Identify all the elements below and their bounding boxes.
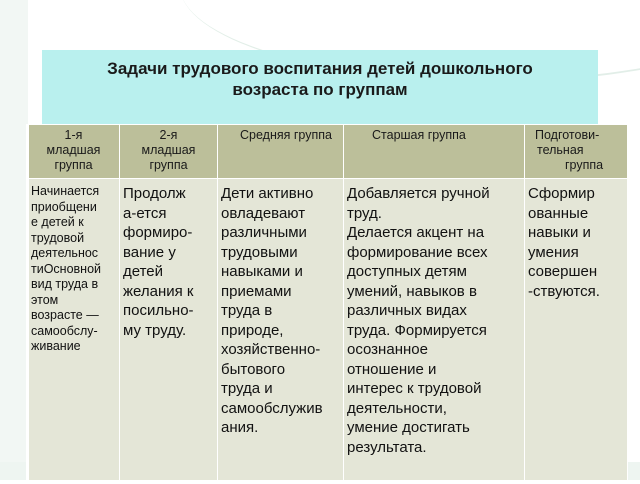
cell-line: -ствуются.: [528, 282, 600, 300]
slide-title: [42, 58, 598, 100]
cell-line: Сформир: [528, 185, 595, 202]
cell-line: умений, навыков в: [347, 282, 477, 300]
cell-line: совершен: [528, 263, 598, 280]
cell-line: Дети активно: [221, 185, 314, 202]
header-group-1: [28, 125, 120, 179]
cell-line: деятельнос: [31, 246, 99, 260]
cell-line: е детей к: [31, 215, 84, 229]
cell-line: этом: [31, 292, 59, 307]
cell-line: Делается акцент на: [347, 224, 485, 241]
cell-line: различными: [221, 224, 307, 241]
cell-line: вание у: [123, 243, 176, 261]
cell-line: формиро-: [123, 224, 193, 241]
cell-line: трудовой: [31, 230, 85, 245]
cell-line: труда в: [221, 302, 273, 319]
cell-line: овладевают: [221, 204, 306, 222]
cell-line: желания к: [123, 282, 194, 300]
cell-line: вид труда в: [31, 277, 99, 291]
background-left-strip: [0, 0, 28, 480]
title-line-2: возраста по группам: [232, 80, 408, 99]
cell-line: Продолж: [123, 185, 186, 202]
cell-senior-group: [344, 179, 525, 481]
cell-line: детей: [123, 263, 164, 280]
cell-line: тиОсновной: [31, 261, 102, 276]
table-left-edge: [26, 124, 29, 484]
cell-line: му труду.: [123, 321, 187, 339]
cell-line: умения: [528, 243, 579, 261]
cell-line: живание: [31, 339, 81, 353]
cell-line: возрасте —: [31, 308, 99, 322]
cell-line: доступных детям: [347, 263, 467, 280]
header-text: группа: [149, 158, 188, 172]
cell-line: труд.: [347, 204, 382, 222]
header-text: 2-я: [159, 128, 178, 142]
cell-line: приобщени: [31, 199, 97, 214]
header-senior-group: [344, 125, 525, 179]
cell-group-1: [28, 179, 120, 481]
cell-preparatory-group: [525, 179, 628, 481]
cell-line: труда. Формируется: [347, 321, 487, 339]
cell-line: ованные: [528, 204, 589, 222]
cell-line: а-ется: [123, 204, 167, 222]
cell-line: формирование всех: [347, 243, 488, 261]
header-text: группа: [54, 158, 93, 172]
cell-line: приемами: [221, 282, 292, 300]
header-middle-group: [218, 125, 344, 179]
cell-line: трудовыми: [221, 243, 298, 261]
cell-line: деятельности,: [347, 399, 447, 417]
header-text: Подготови-: [535, 128, 600, 142]
cell-line: Начинается: [31, 184, 100, 198]
cell-line: осознанное: [347, 341, 428, 358]
cell-line: интерес к трудовой: [347, 380, 482, 397]
cell-line: результата.: [347, 438, 427, 456]
header-text: младшая: [46, 143, 101, 157]
cell-line: хозяйственно-: [221, 341, 321, 358]
cell-line: бытового: [221, 360, 286, 378]
groups-table: [27, 124, 628, 481]
header-preparatory-group: [525, 125, 628, 179]
content-row: [28, 179, 628, 481]
header-text: группа: [565, 158, 604, 172]
cell-line: различных видах: [347, 302, 467, 319]
cell-line: Добавляется ручной: [347, 185, 490, 202]
cell-line: навыки и: [528, 224, 591, 241]
cell-group-2: [120, 179, 218, 481]
cell-line: самообслу-: [31, 323, 98, 338]
cell-line: самообслужив: [221, 399, 323, 417]
cell-line: труда и: [221, 380, 273, 397]
header-text: Средняя группа: [240, 128, 332, 142]
cell-line: навыками и: [221, 263, 303, 280]
cell-line: ания.: [221, 419, 259, 436]
cell-line: отношение и: [347, 360, 437, 378]
cell-line: умение достигать: [347, 419, 470, 436]
cell-line: посильно-: [123, 302, 194, 319]
header-text: Старшая группа: [372, 128, 466, 142]
title-line-1: Задачи трудового воспитания детей дошкольного: [107, 59, 533, 78]
header-group-2: [120, 125, 218, 179]
header-text: младшая: [141, 143, 196, 157]
cell-line: природе,: [221, 321, 284, 339]
header-text: тельная: [537, 143, 584, 157]
cell-middle-group: [218, 179, 344, 481]
header-text: 1-я: [64, 128, 83, 142]
header-row: [28, 125, 628, 179]
